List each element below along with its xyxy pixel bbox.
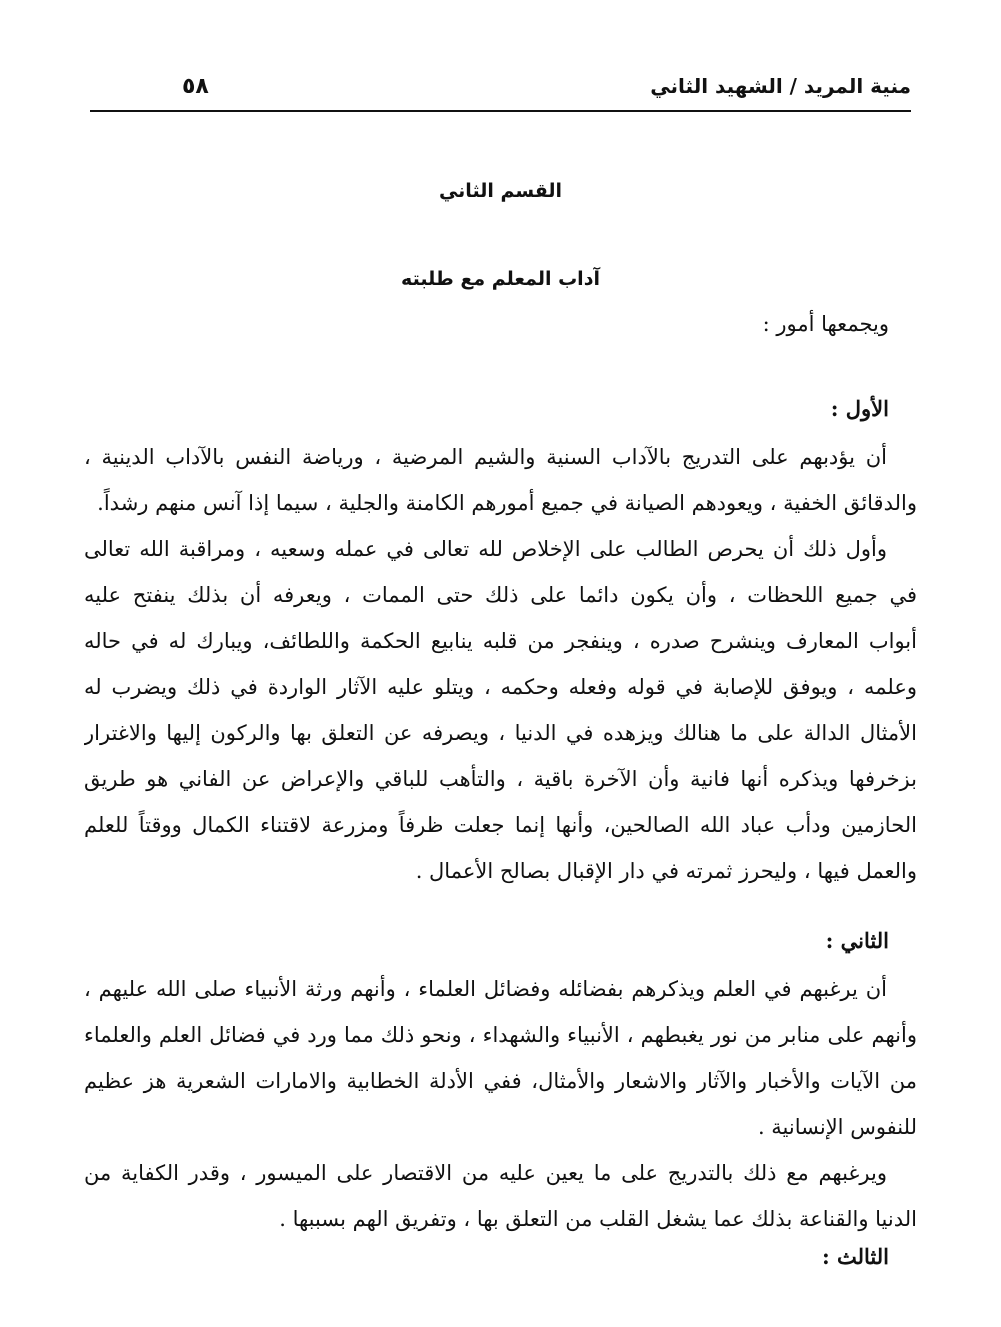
sub-heading: آداب المعلم مع طلبته <box>401 268 600 290</box>
text-line: في جميع اللحظات ، وأن يكون دائما على ذلك حتى الممات ، ويعرفه أن بذلك ينفتح عليه <box>84 583 917 607</box>
text-line: للنفوس الإنسانية . <box>757 1115 917 1139</box>
text-line: أن يرغبهم في العلم ويذكرهم بفضائله وفضائل العلماء ، وأنهم ورثة الأنبياء صلى الله عليهم ، <box>84 977 887 1001</box>
text-line: أبواب المعارف وينشرح صدره ، وينفجر من قلبه ينابيع الحكمة واللطائف، ويبارك له في حاله <box>84 629 917 653</box>
page-number: ٥٨ <box>182 74 209 99</box>
text-line: الدنيا والقناعة بذلك عما يشغل القلب من التعلق بها ، وتفريق الهم بسببها . <box>279 1207 917 1231</box>
text-line: بزخرفها ويذكره أنها فانية وأن الآخرة باقية ، والتأهب للباقي والإعراض عن الفاني هو طريق <box>84 767 917 791</box>
text-line: والعمل فيها ، وليحرز ثمرته في دار الإقبال بصالح الأعمال . <box>415 859 917 883</box>
text-line: الأمثال الدالة على ما هنالك ويزهده في الدنيا ، ويصرفه عن التعلق بها والركون إليها والاغترار <box>84 721 917 745</box>
third-label: الثالث : <box>821 1244 889 1269</box>
first-label: الأول : <box>830 396 889 421</box>
text-line: وعلمه ، ويوفق للإصابة في قوله وفعله وحكمه ، ويتلو عليه الآثار الواردة في ذلك ويضرب له <box>84 675 917 699</box>
text-line: وأنهم على منابر من نور يغبطهم ، الأنبياء والشهداء ، ونحو ذلك مما ورد في فضائل العلم والعلماء <box>84 1023 917 1047</box>
second-label: الثاني : <box>825 928 889 953</box>
second-paragraph <box>84 966 917 1242</box>
intro-text: ويجمعها أمور : <box>762 312 889 336</box>
text-line: ويرغبهم مع ذلك بالتدريج على ما يعين عليه من الاقتصار على الميسور ، وقدر الكفاية من <box>84 1161 887 1185</box>
section-heading: القسم الثاني <box>438 180 563 202</box>
text-line: من الآيات والأخبار والآثار والاشعار والأمثال، ففي الأدلة الخطابية والامارات الشعرية هز عظيم <box>84 1069 917 1093</box>
text-line: والدقائق الخفية ، ويعودهم الصيانة في جميع أمورهم الكامنة والجلية ، سيما إذا آنس منهم رشداً. <box>97 491 917 515</box>
first-paragraph <box>84 434 917 894</box>
text-line: الحازمين ودأب عباد الله الصالحين، وأنها إنما جعلت ظرفاً ومزرعة لاقتناء الكمال ووقتاً للعلم <box>84 813 917 837</box>
text-line: وأول ذلك أن يحرص الطالب على الإخلاص لله تعالى في عمله وسعيه ، ومراقبة الله تعالى <box>84 537 887 561</box>
running-title: منية المريد / الشهيد الثاني <box>650 74 911 98</box>
page-header <box>90 68 911 112</box>
text-line: أن يؤدبهم على التدريج بالآداب السنية والشيم المرضية ، ورياضة النفس بالآداب الدينية ، <box>84 445 887 469</box>
